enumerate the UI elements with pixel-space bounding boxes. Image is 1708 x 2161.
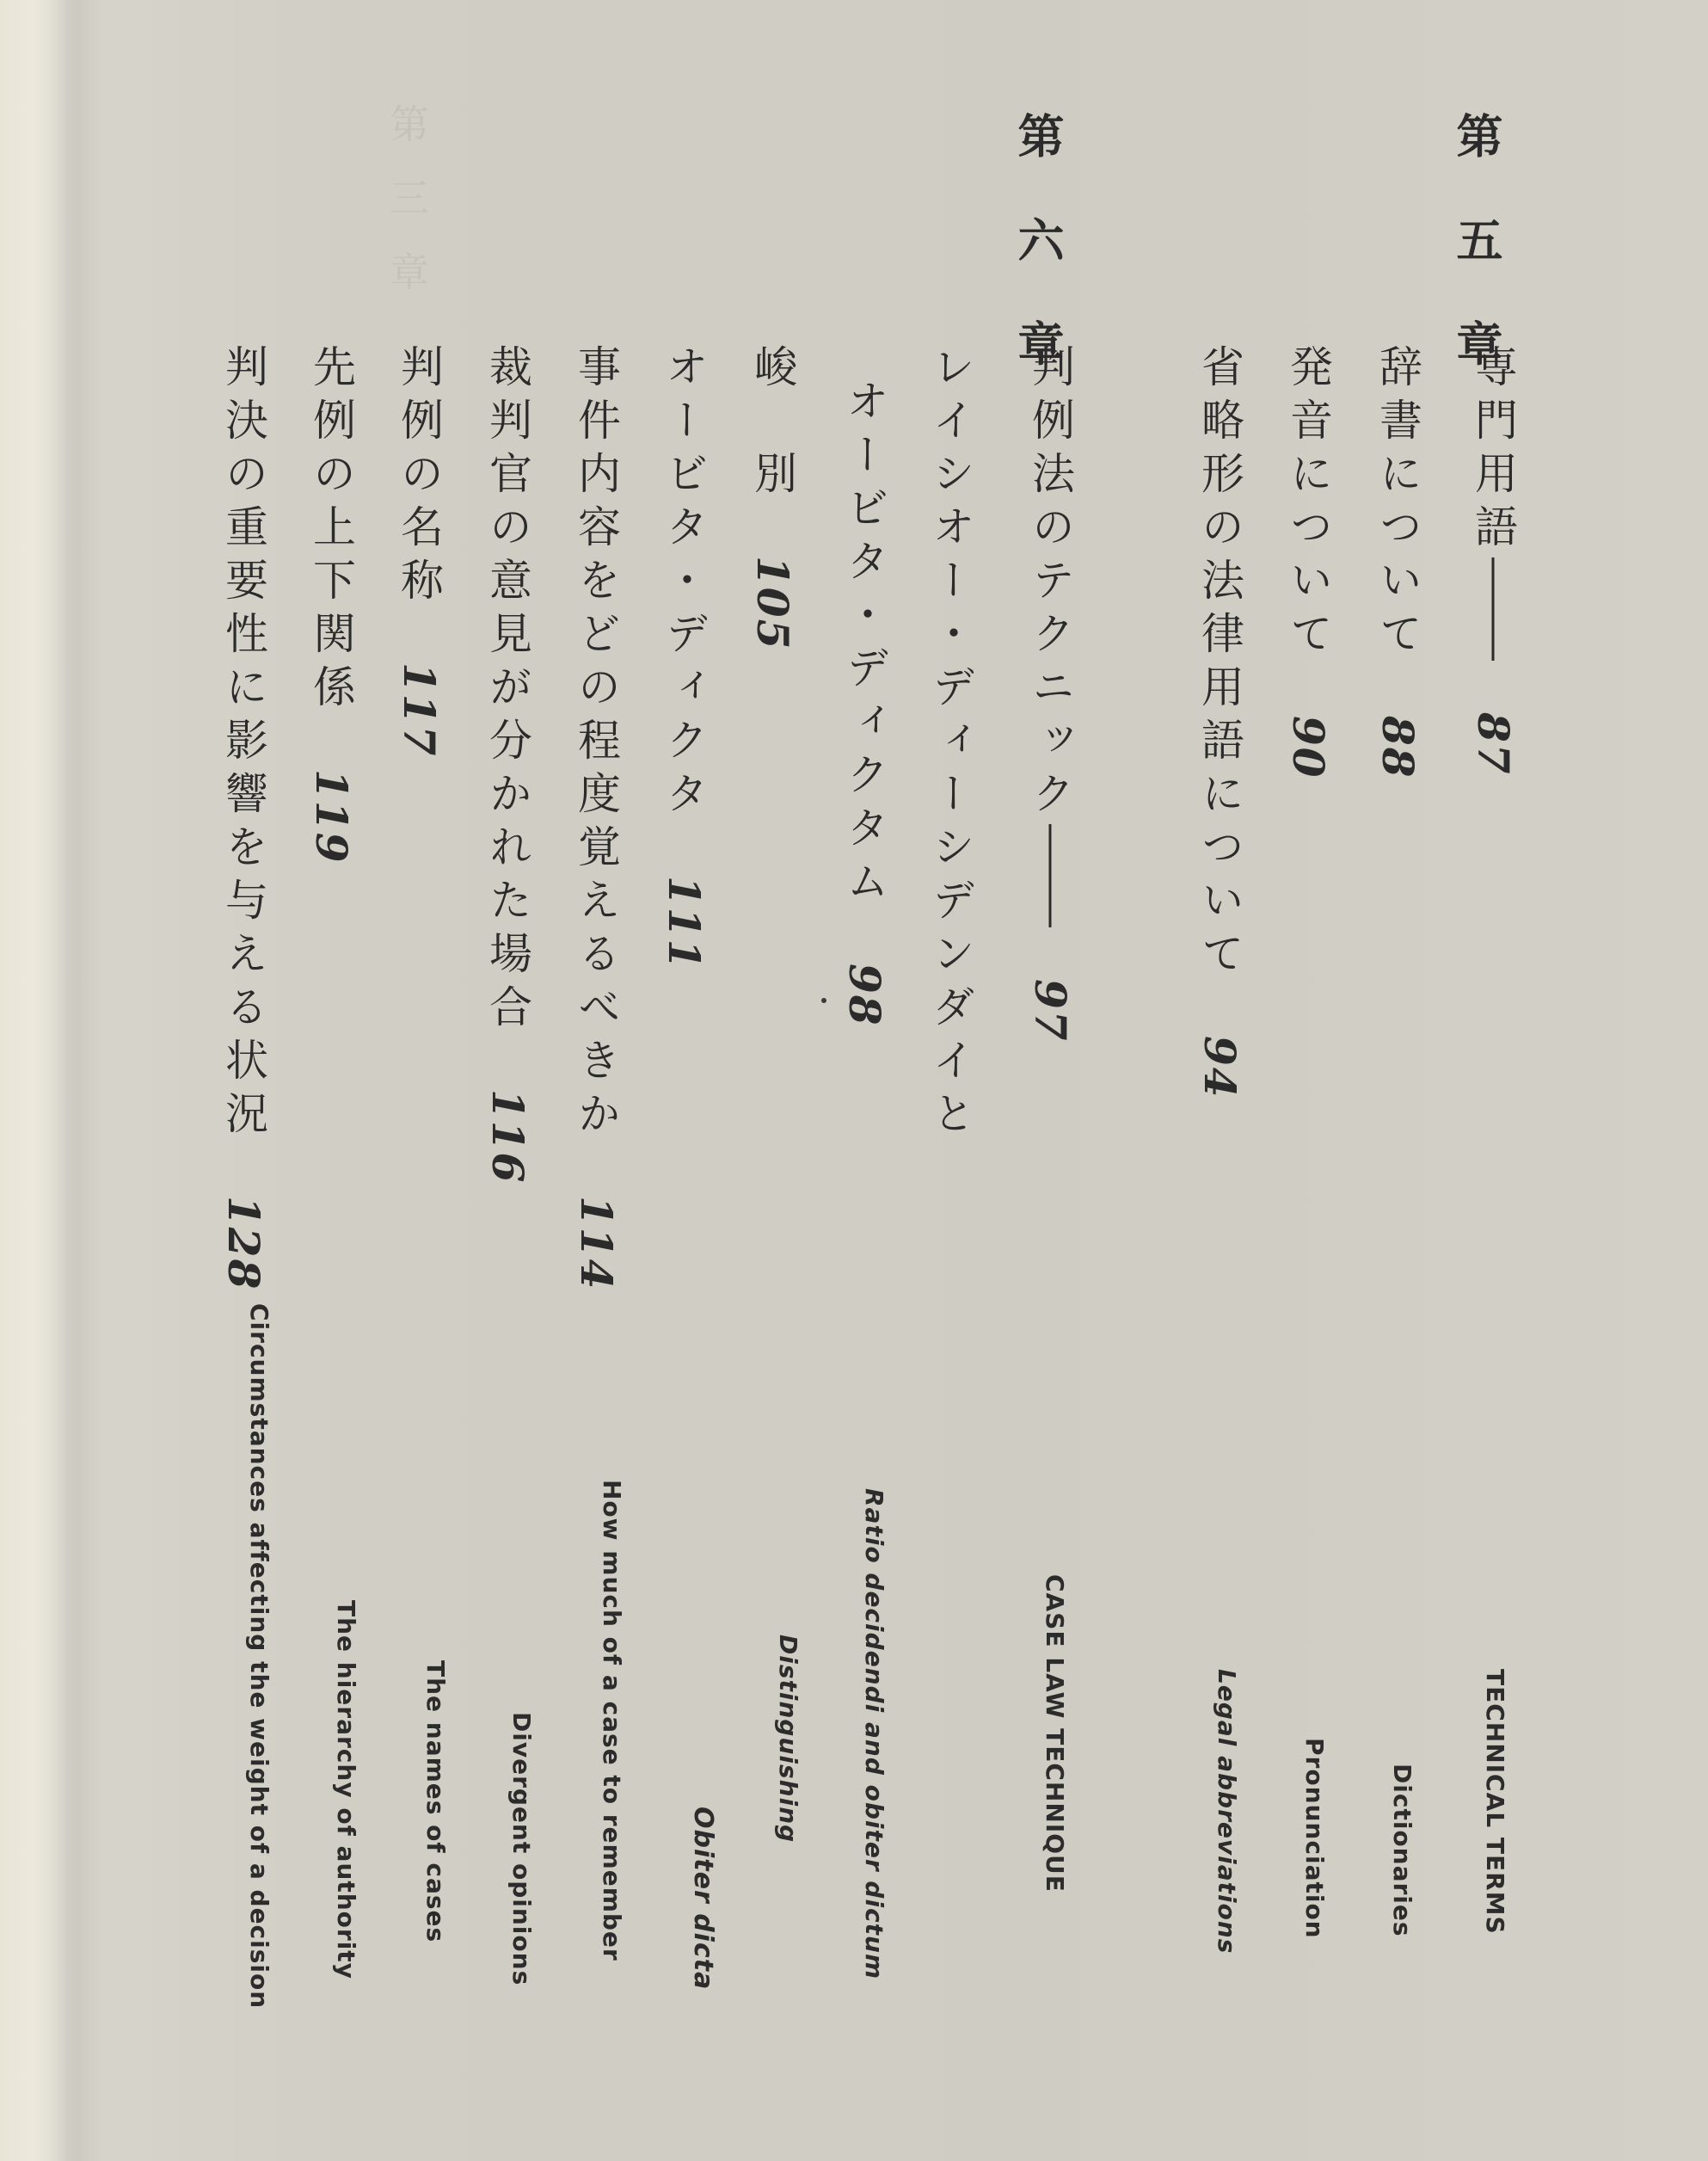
toc-title: 裁判官の意見が分かれた場合 (482, 344, 532, 1037)
toc-entry-legal-abbreviations (1195, 344, 1245, 1099)
spine-shadow (52, 0, 103, 2161)
leader-dash (1467, 557, 1519, 661)
toc-page: 88 (1373, 716, 1423, 779)
toc-title: 峻 別 (747, 344, 797, 504)
toc-en-dictionaries: Dictionaries (1388, 1764, 1416, 1937)
toc-entry-hierarchy (306, 344, 357, 865)
toc-entry-dictionaries (1373, 344, 1423, 779)
toc-page: 111 (659, 876, 710, 971)
toc-title: 発音について (1283, 344, 1333, 664)
chapter-5-page: 87 (1468, 712, 1519, 776)
toc-entry-divergent (482, 344, 533, 1185)
toc-title: 省略形の法律用語について (1195, 344, 1244, 984)
toc-page: 128 (218, 1196, 269, 1291)
toc-title: 判例の名称 (394, 344, 444, 611)
toc-page: 119 (306, 769, 357, 865)
paper-speck (821, 998, 826, 1003)
toc-entry-pronunciation (1283, 344, 1334, 779)
toc-page: 117 (394, 662, 445, 758)
toc-title: 判決の重要性に影響を与える状況 (218, 344, 268, 1144)
toc-page: 116 (482, 1089, 533, 1185)
toc-en-ratio: Ratio decidendi and obiter dictum (860, 1488, 888, 1980)
toc-entry-distinguishing (747, 344, 798, 651)
toc-page: 114 (571, 1196, 622, 1291)
toc-en-pronunciation: Pronunciation (1300, 1738, 1329, 1939)
toc-en-distinguishing: Distinguishing (774, 1635, 802, 1844)
leader-dash (1024, 824, 1076, 927)
toc-title: オービタ・ディクタ (659, 344, 709, 824)
toc-title: 事件内容をどの程度覚えるべきか (571, 344, 621, 1144)
chapter-6-label: 第 六 章 (1011, 112, 1066, 387)
chapter-6-entry (1019, 344, 1081, 1043)
toc-page: 98 (839, 964, 890, 1027)
toc-entry-obiter-dicta (659, 344, 710, 971)
chapter-5-en: TECHNICAL TERMS (1481, 1669, 1509, 1935)
chapter-5-title: 専門用語 (1468, 344, 1518, 557)
toc-entry-how-much (571, 344, 622, 1291)
toc-page: 94 (1195, 1036, 1245, 1099)
toc-page: 105 (747, 556, 798, 651)
chapter-5-entry (1462, 344, 1524, 776)
chapter-6-page: 97 (1025, 979, 1076, 1043)
toc-title: 辞書について (1373, 344, 1422, 664)
toc-title: オービタ・ディクタム (839, 379, 889, 912)
toc-en-how-much: How much of a case to remember (598, 1480, 626, 1961)
toc-en-obiter-dicta: Obiter dicta (688, 1807, 718, 1991)
chapter-6-title: 判例法のテクニック (1025, 344, 1075, 824)
show-through-ghost: 第三章 (384, 103, 430, 325)
toc-en-legal-abbreviations: Legal abbreviations (1213, 1669, 1241, 1955)
toc-title: 先例の上下関係 (306, 344, 356, 717)
toc-entry-circumstances (218, 344, 269, 1291)
toc-en-circumstances: Circumstances affecting the weight of a decision (245, 1303, 273, 2010)
toc-en-names: The names of cases (421, 1660, 450, 1943)
toc-en-hierarchy: The hierarchy of authority (332, 1600, 360, 1979)
chapter-6-en: CASE LAW TECHNIQUE (1041, 1574, 1069, 1893)
toc-en-divergent: Divergent opinions (507, 1712, 536, 1986)
toc-entry-ratio-line1: レイシオー・ディーシデンダイと (925, 344, 975, 1144)
toc-entry-ratio-line2 (839, 379, 890, 1027)
chapter-5-label: 第 五 章 (1449, 112, 1504, 387)
toc-page: 90 (1283, 716, 1334, 779)
toc-entry-names (394, 344, 445, 758)
